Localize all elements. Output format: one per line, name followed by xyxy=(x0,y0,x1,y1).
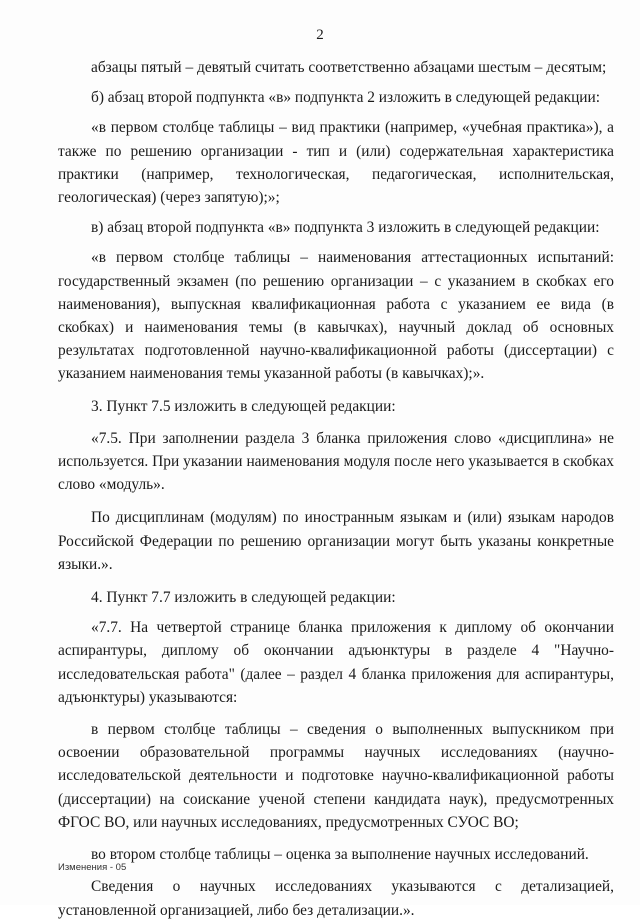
footer-revision-label: Изменения - 05 xyxy=(58,862,127,873)
document-body xyxy=(58,56,614,922)
paragraph-11: в первом столбце таблицы – сведения о выполненных выпускником при освоении образовательной программы научных исследованиях (научно-исследовательской деятельности и подготовке научно-квалификационной работы (диссертации) на соискание ученой степени кандидата наук), предусмотренных ФГОС ВО, или научных исследованиях, предусмотренных СУОС ВО; xyxy=(58,721,614,831)
paragraph-5: «в первом столбце таблицы – наименования аттестационных испытаний: государственный экзамен (по решению организации – с указанием в скобках его наименования), выпускная квалификационная работа с указанием ее вида (в скобках) и наименования темы (в кавычках), научный доклад об основных результатах подготовленной научно-квалификационной работы (диссертации) с указанием наименования темы указанной работы (в кавычках);». xyxy=(58,249,614,383)
paragraph-10: «7.7. На четвертой странице бланка приложения к диплому об окончании аспирантуры, диплому об окончании адъюнктуры в разделе 4 "Научно-исследовательская работа" (далее – раздел 4 бланка приложения для аспирантуры, адъюнктуры) указываются: xyxy=(58,619,614,706)
paragraph-9: 4. Пункт 7.7 изложить в следующей редакции: xyxy=(91,589,396,607)
paragraph-3: «в первом столбце таблицы – вид практики (например, «учебная практика»), а также по решению организации - тип и (или) содержательная характеристика практики (например, технологическая, педагогическая, исполнительская, геологическая) (через запятую);»; xyxy=(58,119,614,207)
paragraph-6: 3. Пункт 7.5 изложить в следующей редакции: xyxy=(91,397,396,415)
paragraph-13: Сведения о научных исследованиях указываются с детализацией, установленной организацией, либо без детализации.». xyxy=(58,878,614,919)
paragraph-12: во втором столбце таблицы – оценка за выполнение научных исследований. xyxy=(91,846,589,864)
paragraph-2: б) абзац второй подпункта «в» подпункта 2 изложить в следующей редакции: xyxy=(91,89,601,107)
paragraph-7: «7.5. При заполнении раздела 3 бланка приложения слово «дисциплина» не используется. При указании наименования модуля после него указывается в скобках слово «модуль». xyxy=(58,429,614,494)
paragraph-8: По дисциплинам (модулям) по иностранным языкам и (или) языкам народов Российской Федерации по решению организации могут быть указаны конкретные языки.». xyxy=(58,509,614,573)
paragraph-1: абзацы пятый – девятый считать соответственно абзацами шестым – десятым; xyxy=(91,59,607,76)
paragraph-4: в) абзац второй подпункта «в» подпункта 3 изложить в следующей редакции: xyxy=(91,219,600,237)
page-number: 2 xyxy=(316,27,324,43)
